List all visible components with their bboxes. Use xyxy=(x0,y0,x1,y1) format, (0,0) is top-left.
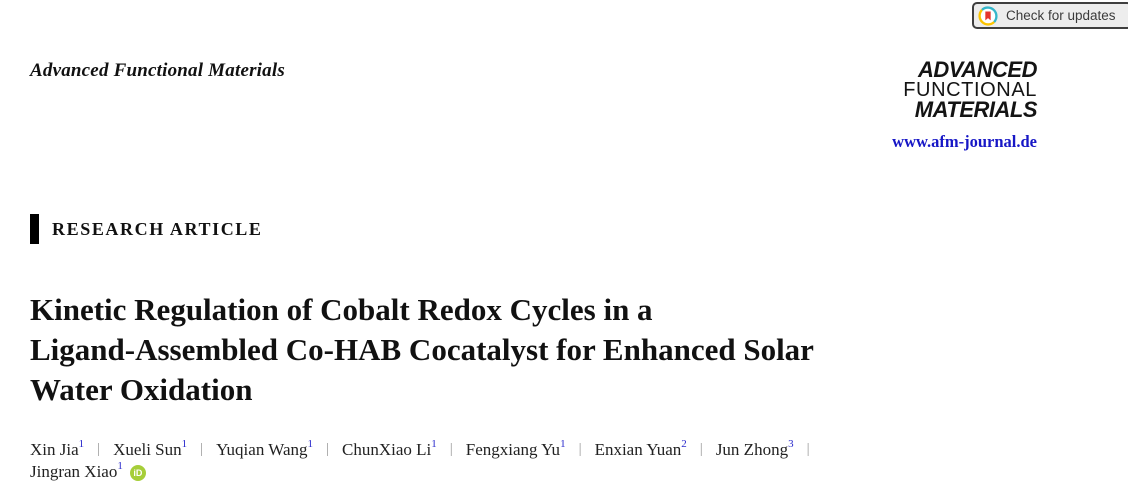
author-separator: | xyxy=(97,441,101,457)
author: Xin Jia$^1$ xyxy=(30,438,85,459)
affiliation-superscript: 1 xyxy=(431,438,437,451)
check-for-updates-label: Check for updates xyxy=(1006,8,1116,23)
author: ChunXiao Li$^1$ xyxy=(342,438,437,459)
orcid-icon[interactable]: iD xyxy=(130,465,146,481)
author: Yuqian Wang$^1$ xyxy=(216,438,313,459)
author-line-2 xyxy=(30,461,823,483)
affiliation-superscript: 1 xyxy=(307,438,313,451)
title-line: Kinetic Regulation of Cobalt Redox Cycles in a xyxy=(30,292,653,327)
author-separator: | xyxy=(806,441,810,457)
author: Jingran Xiao$^1$ xyxy=(30,460,123,481)
logo-line-advanced: ADVANCED xyxy=(917,57,1037,82)
affiliation-superscript: 1 xyxy=(181,438,188,451)
section-header xyxy=(30,214,263,244)
journal-website-link[interactable]: www.afm-journal.de xyxy=(892,132,1037,151)
author-line-1 xyxy=(30,439,823,461)
title-line: Water Oxidation xyxy=(30,372,253,407)
author: Jun Zhong$^3$ xyxy=(715,438,794,459)
section-bar xyxy=(30,214,39,244)
affiliation-superscript: 1 xyxy=(117,460,123,473)
author-separator: | xyxy=(578,441,582,457)
afm-logo xyxy=(903,57,1037,122)
author-list xyxy=(30,439,823,483)
logo-line-materials: MATERIALS xyxy=(914,97,1037,122)
crossmark-icon xyxy=(978,6,998,26)
affiliation-superscript: 1 xyxy=(560,438,566,451)
author-separator: | xyxy=(326,441,330,457)
affiliation-superscript: 2 xyxy=(681,438,687,451)
affiliation-superscript: 1 xyxy=(78,438,85,451)
affiliation-superscript: 3 xyxy=(788,438,794,451)
article-title xyxy=(30,290,814,410)
author-separator: | xyxy=(449,441,453,457)
author-separator: | xyxy=(200,441,204,457)
author: Fengxiang Yu$^1$ xyxy=(465,438,566,459)
title-line: Ligand-Assembled Co-HAB Cocatalyst for Enhanced Solar xyxy=(30,332,814,367)
author: Xueli Sun$^1$ xyxy=(113,438,188,459)
check-for-updates-badge[interactable] xyxy=(972,2,1128,29)
author-separator: | xyxy=(699,441,703,457)
section-label: RESEARCH ARTICLE xyxy=(52,219,263,239)
logo-line-functional: FUNCTIONAL xyxy=(903,79,1037,101)
journal-name: Advanced Functional Materials xyxy=(30,60,285,81)
author: Enxian Yuan$^2$ xyxy=(594,438,687,459)
